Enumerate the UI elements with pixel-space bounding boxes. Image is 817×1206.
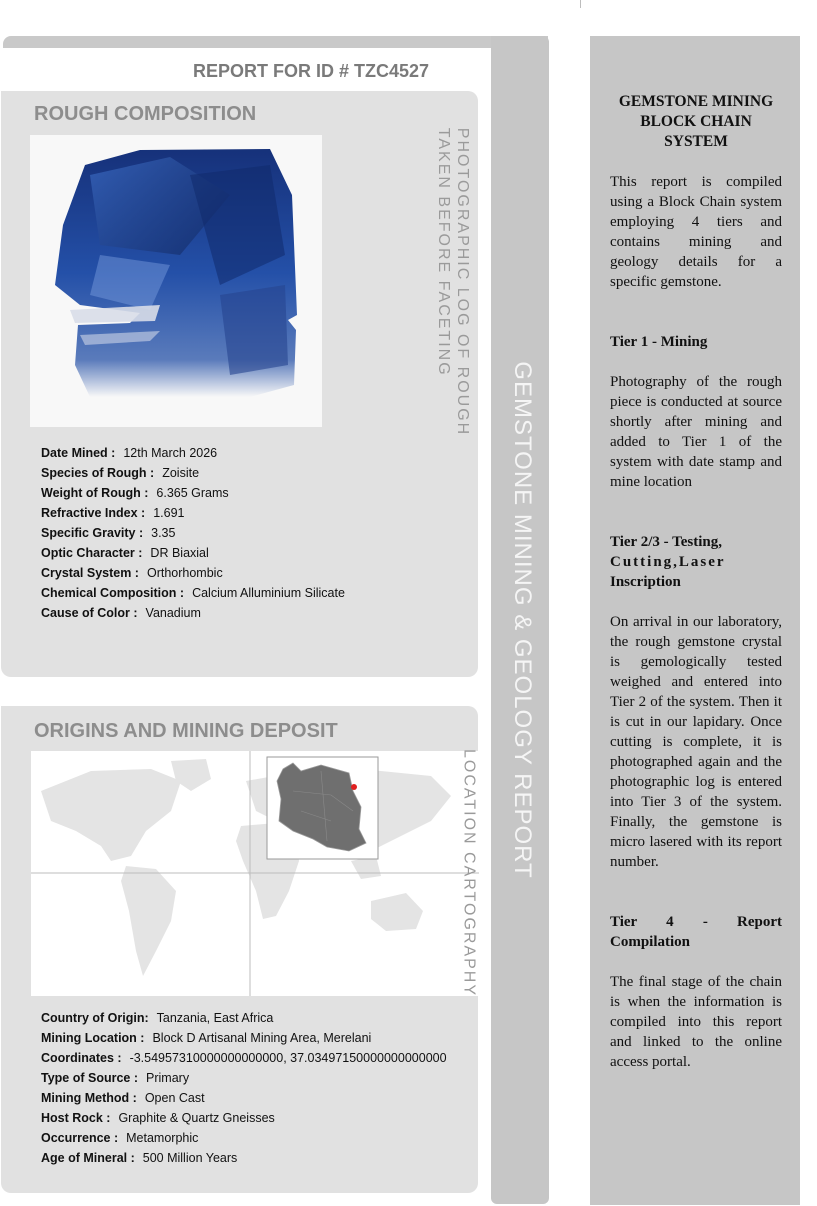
detail-row (41, 463, 345, 483)
detail-value: 6.365 Grams (156, 486, 229, 500)
rough-details (41, 443, 345, 623)
detail-label: Date Mined : (41, 446, 116, 460)
detail-value: Primary (146, 1071, 190, 1085)
tier4-text: The final stage of the chain is when the information is compiled into this report and linked to the online access portal. (610, 974, 782, 1070)
detail-value: 3.35 (151, 526, 176, 540)
detail-row (41, 543, 345, 563)
mine-location-marker (351, 784, 357, 790)
detail-value: Zoisite (162, 466, 200, 480)
detail-value: Tanzania, East Africa (156, 1011, 274, 1025)
rough-crystal-image (30, 135, 322, 427)
detail-label: Specific Gravity : (41, 526, 144, 540)
map-caption: LOCATION CARTOGRAPHY (460, 748, 478, 998)
top-frame-bar (3, 36, 548, 48)
report-id-heading: REPORT FOR ID # TZC4527 (193, 61, 430, 81)
detail-value: 500 Million Years (142, 1151, 238, 1165)
detail-label: Country of Origin: (41, 1011, 149, 1025)
rough-photo (30, 135, 322, 427)
tier23-text: On arrival in our laboratory, the rough gemstone crystal is gemologically tested weighed and entered into Tier 2 of the system. Then it is cut in our lapidary. Once cutting is complete, it is photographed again and the photographic log is entered into Tier 3 of the system. Finally, the gemstone is micro lasered with its report number. (610, 614, 782, 870)
detail-row (41, 583, 345, 603)
tier1-text: Photography of the rough piece is conducted at source shortly after mining and added to Tier 1 of the system with date stamp and mine location (610, 374, 782, 490)
info-title: GEMSTONE MINING BLOCK CHAIN SYSTEM (618, 93, 774, 150)
detail-label: Crystal System : (41, 566, 139, 580)
tier23-heading-line1: Tier 2/3 - Testing, (610, 534, 722, 550)
detail-row (41, 443, 345, 463)
detail-label: Chemical Composition : (41, 586, 185, 600)
tier1-heading: Tier 1 - Mining (610, 334, 708, 350)
origin-details (41, 1008, 447, 1168)
detail-label: Weight of Rough : (41, 486, 149, 500)
rough-photo-caption: PHOTOGRAPHIC LOG OF ROUGH TAKEN BEFORE FACETING (435, 127, 471, 437)
detail-row (41, 523, 345, 543)
detail-row (41, 1108, 447, 1128)
detail-label: Refractive Index : (41, 506, 146, 520)
world-map-image (31, 748, 479, 998)
tier23-heading (610, 532, 782, 592)
tier23-heading-line2: Cutting,Laser (610, 554, 726, 570)
rough-composition-title: ROUGH COMPOSITION (34, 103, 257, 125)
detail-row (41, 1008, 447, 1028)
detail-row (41, 1128, 447, 1148)
blockchain-info-panel (590, 36, 800, 1205)
detail-label: Type of Source : (41, 1071, 139, 1085)
top-divider-tick (580, 0, 581, 8)
detail-label: Mining Method : (41, 1091, 137, 1105)
detail-label: Coordinates : (41, 1051, 122, 1065)
tier4-heading: Tier 4 - Report Compilation (610, 914, 782, 950)
detail-label: Host Rock : (41, 1111, 111, 1125)
detail-row (41, 483, 345, 503)
detail-value: Graphite & Quartz Gneisses (118, 1111, 275, 1125)
detail-label: Age of Mineral : (41, 1151, 135, 1165)
detail-row (41, 1028, 447, 1048)
detail-value: Vanadium (145, 606, 201, 620)
detail-row (41, 503, 345, 523)
detail-value: -3.54957310000000000000, 37.03497150000000000000 (129, 1051, 447, 1065)
detail-row (41, 1048, 447, 1068)
detail-label: Occurrence : (41, 1131, 119, 1145)
tier23-heading-line3: Inscription (610, 574, 681, 590)
detail-row (41, 1148, 447, 1168)
detail-row (41, 1068, 447, 1088)
blockchain-info-content (610, 92, 782, 1112)
detail-value: Metamorphic (126, 1131, 199, 1145)
detail-value: Orthorhombic (146, 566, 223, 580)
detail-label: Optic Character : (41, 546, 143, 560)
origins-title: ORIGINS AND MINING DEPOSIT (34, 720, 338, 742)
detail-label: Mining Location : (41, 1031, 145, 1045)
detail-value: Block D Artisanal Mining Area, Merelani (152, 1031, 372, 1045)
detail-value: Open Cast (144, 1091, 205, 1105)
world-map (31, 748, 479, 998)
detail-row (41, 563, 345, 583)
detail-value: Calcium Alluminium Silicate (192, 586, 345, 600)
info-intro: This report is compiled using a Block Chain system employing 4 tiers and contains mining and geology details for a specific gemstone. (610, 174, 782, 290)
detail-row (41, 1088, 447, 1108)
detail-value: DR Biaxial (150, 546, 209, 560)
side-banner-text: GEMSTONE MINING & GEOLOGY REPORT (509, 361, 536, 879)
detail-row (41, 603, 345, 623)
detail-label: Cause of Color : (41, 606, 138, 620)
detail-value: 1.691 (153, 506, 185, 520)
detail-label: Species of Rough : (41, 466, 155, 480)
detail-value: 12th March 2026 (123, 446, 218, 460)
